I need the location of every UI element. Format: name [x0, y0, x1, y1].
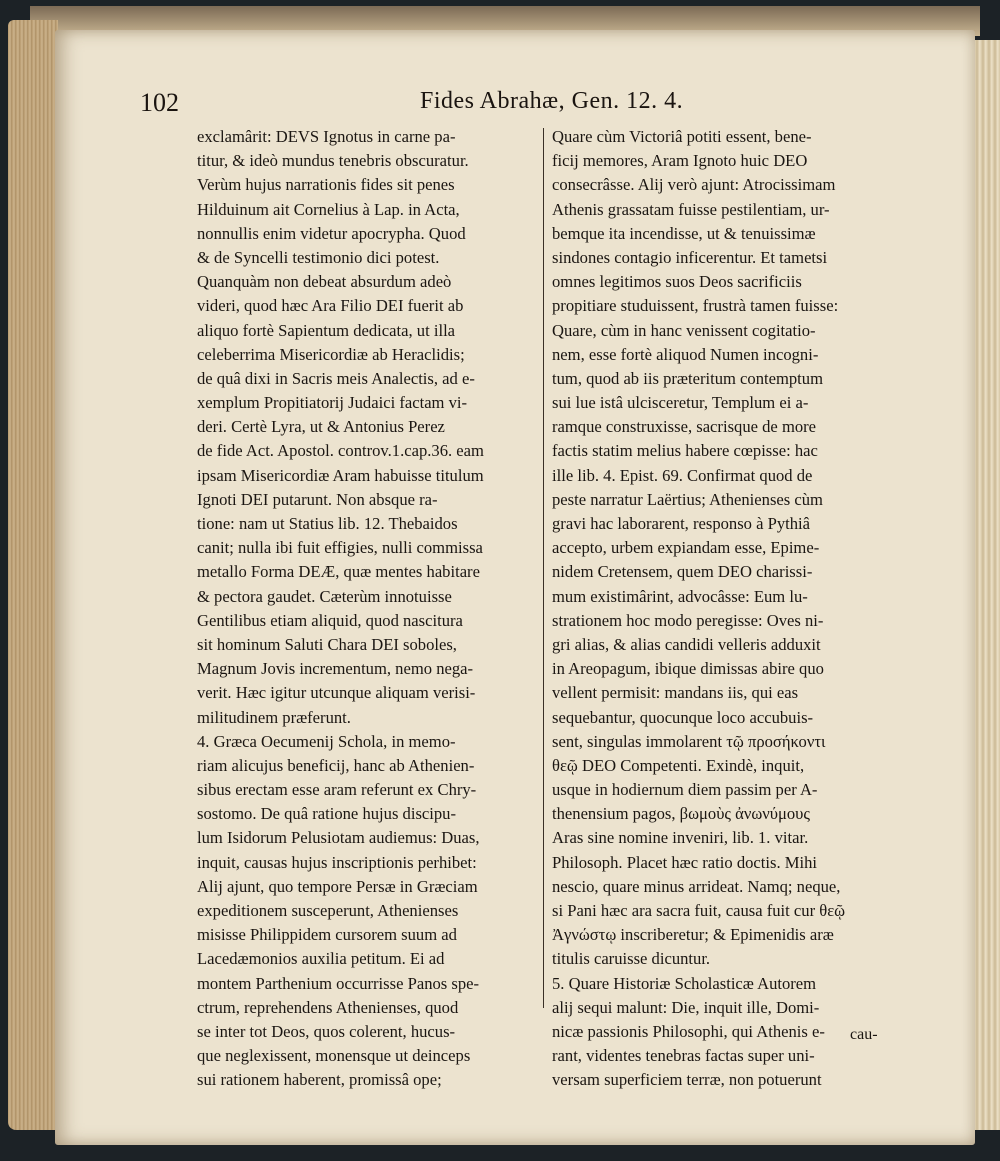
text-line: aliquo fortè Sapientum dedicata, ut illa: [197, 320, 456, 340]
text-line: Hilduinum ait Cornelius à Lap. in Acta,: [197, 199, 460, 219]
text-line: sui rationem haberent, promissâ ope;: [197, 1070, 442, 1090]
page-number: 102: [140, 88, 179, 117]
text-line: Aras sine nomine inveniri, lib. 1. vitar.: [552, 828, 809, 848]
text-line: sui lue istâ ulcisceretur, Templum ei a-: [552, 393, 809, 413]
text-line: gri alias, & alias candidi velleris adduxit: [552, 634, 821, 654]
text-line: Magnum Jovis incrementum, nemo nega-: [197, 659, 474, 679]
text-line: titulis caruisse dicuntur.: [552, 949, 711, 969]
text-line: Ἀγνώστῳ inscriberetur; & Epimenidis aræ: [552, 925, 834, 945]
text-line: usque in hodiernum diem passim per A-: [552, 780, 818, 800]
text-line: sequebantur, quocunque loco accubuis-: [552, 707, 814, 727]
text-line: strationem hoc modo peregisse: Oves ni-: [552, 610, 824, 630]
text-line: accepto, urbem expiandam esse, Epime-: [552, 538, 820, 558]
text-line: Quanquàm non debeat absurdum adeò: [197, 272, 452, 292]
text-line: tum, quod ab iis præteritum contemptum: [552, 368, 824, 388]
text-line: expeditionem susceperunt, Athenienses: [197, 901, 459, 920]
text-line: Quare cùm Victoriâ potiti essent, bene-: [552, 127, 812, 146]
text-line: que neglexissent, monensque ut deinceps: [197, 1046, 471, 1066]
text-line: & pectora gaudet. Cæterùm innotuisse: [197, 586, 452, 606]
text-line: ille lib. 4. Epist. 69. Confirmat quod de: [552, 465, 813, 485]
text-line: versam superficiem terræ, non potuerunt: [552, 1070, 822, 1090]
text-line: bemque ita incendisse, ut & tenuissimæ: [552, 223, 816, 243]
text-line: sibus erectam esse aram referunt ex Chry-: [197, 780, 477, 800]
text-line: de quâ dixi in Sacris meis Analectis, ad e-: [197, 368, 475, 388]
text-line: Alij ajunt, quo tempore Persæ in Græciam: [197, 876, 478, 896]
left-text-column: [197, 125, 542, 1093]
text-line: 5. Quare Historiæ Scholasticæ Autorem: [552, 973, 817, 993]
column-divider: [543, 128, 544, 1008]
text-line: alij sequi malunt: Die, inquit ille, Domi-: [552, 997, 820, 1017]
text-line: verit. Hæc igitur utcunque aliquam verisi-: [197, 683, 476, 703]
text-line: militudinem præferunt.: [197, 707, 351, 727]
text-line: mum existimârint, advocâsse: Eum lu-: [552, 586, 808, 606]
text-line: propitiare studuissent, frustrà tamen fuisse:: [552, 296, 839, 316]
text-line: canit; nulla ibi fuit effigies, nulli commissa: [197, 538, 483, 558]
running-title: Fides Abrahæ, Gen. 12. 4.: [420, 88, 684, 114]
text-line: Ignoti DEI putarunt. Non absque ra-: [197, 489, 438, 509]
text-line: deri. Certè Lyra, ut & Antonius Perez: [197, 417, 445, 437]
text-line: sostomo. De quâ ratione hujus discipu-: [197, 804, 457, 824]
text-line: consecrâsse. Alij verò ajunt: Atrocissimam: [552, 175, 836, 195]
text-line: sit hominum Saluti Chara DEI soboles,: [197, 634, 457, 654]
text-line: titur, & ideò mundus tenebris obscuratur.: [197, 151, 469, 171]
text-line: nescio, quare minus arrideat. Namq; neque,: [552, 876, 841, 896]
text-line: exclamârit: DEVS Ignotus in carne pa-: [197, 127, 456, 146]
text-line: vellent permisit: mandans iis, qui eas: [552, 683, 799, 703]
text-line: nem, esse fortè aliquod Numen incogni-: [552, 344, 819, 364]
text-line: omnes legitimos suos Deos sacrificiis: [552, 272, 802, 292]
text-line: tione: nam ut Statius lib. 12. Thebaidos: [197, 514, 458, 533]
text-line: si Pani hæc ara sacra fuit, causa fuit cur θεῷ: [552, 901, 846, 920]
text-line: Gentilibus etiam aliquid, quod nascitura: [197, 610, 463, 630]
text-line: montem Parthenium occurrisse Panos spe-: [197, 973, 480, 993]
text-line: factis statim melius habere cœpisse: hac: [552, 441, 818, 461]
book-left-edge: [8, 20, 58, 1130]
text-line: de fide Act. Apostol. controv.1.cap.36. eam: [197, 441, 484, 461]
text-line: nicæ passionis Philosophi, qui Athenis e-: [552, 1021, 825, 1041]
text-line: nidem Cretensem, quem DEO charissi-: [552, 562, 813, 582]
text-line: θεῷ DEO Competenti. Exindè, inquit,: [552, 755, 805, 775]
text-line: thenensium pagos, βωμοὺς ἀνωνύμους: [552, 804, 810, 824]
text-line: Verùm hujus narrationis fides sit penes: [197, 175, 455, 195]
text-line: Quare, cùm in hanc venissent cogitatio-: [552, 320, 816, 340]
text-line: peste narratur Laërtius; Athenienses cùm: [552, 489, 823, 509]
text-line: metallo Forma DEÆ, quæ mentes habitare: [197, 562, 480, 582]
text-line: ipsam Misericordiæ Aram habuisse titulum: [197, 465, 484, 485]
text-line: videri, quod hæc Ara Filio DEI fuerit ab: [197, 296, 464, 316]
text-line: gravi hac laborarent, responso à Pythiâ: [552, 514, 811, 533]
text-line: nonnullis enim videtur apocrypha. Quod: [197, 223, 466, 243]
text-line: ctrum, reprehendens Athenienses, quod: [197, 997, 459, 1017]
page-header: [140, 88, 910, 122]
text-line: rant, videntes tenebras factas super uni-: [552, 1046, 815, 1066]
text-line: & de Syncelli testimonio dici potest.: [197, 247, 440, 267]
text-line: inquit, causas hujus inscriptionis perhibet:: [197, 852, 477, 872]
text-line: se inter tot Deos, quos colerent, hucus-: [197, 1021, 456, 1041]
text-line: ramque construxisse, sacrisque de more: [552, 417, 817, 437]
text-line: xemplum Propitiatorij Judaici factam vi-: [197, 393, 468, 413]
text-line: Athenis grassatam fuisse pestilentiam, ur-: [552, 199, 830, 219]
text-line: celeberrima Misericordiæ ab Heraclidis;: [197, 344, 465, 364]
text-line: 4. Græca Oecumenij Schola, in memo-: [197, 731, 456, 751]
text-line: riam alicujus beneficij, hanc ab Athenien-: [197, 755, 475, 775]
text-line: in Areopagum, ibique dimissas abire quo: [552, 659, 824, 679]
right-text-column: [552, 125, 890, 1093]
text-line: sent, singulas immolarent τῷ προσήκοντι: [552, 731, 826, 751]
text-line: Philosoph. Placet hæc ratio doctis. Mihi: [552, 852, 818, 872]
text-line: misisse Philippidem cursorem suum ad: [197, 925, 457, 945]
catchword: cau-: [850, 1026, 878, 1043]
text-line: ficij memores, Aram Ignoto huic DEO: [552, 151, 808, 171]
text-line: lum Isidorum Pelusiotam audiemus: Duas,: [197, 828, 480, 848]
text-line: sindones contagio inficerentur. Et tametsi: [552, 247, 828, 267]
text-line: Lacedæmonios auxilia petitum. Ei ad: [197, 949, 445, 969]
